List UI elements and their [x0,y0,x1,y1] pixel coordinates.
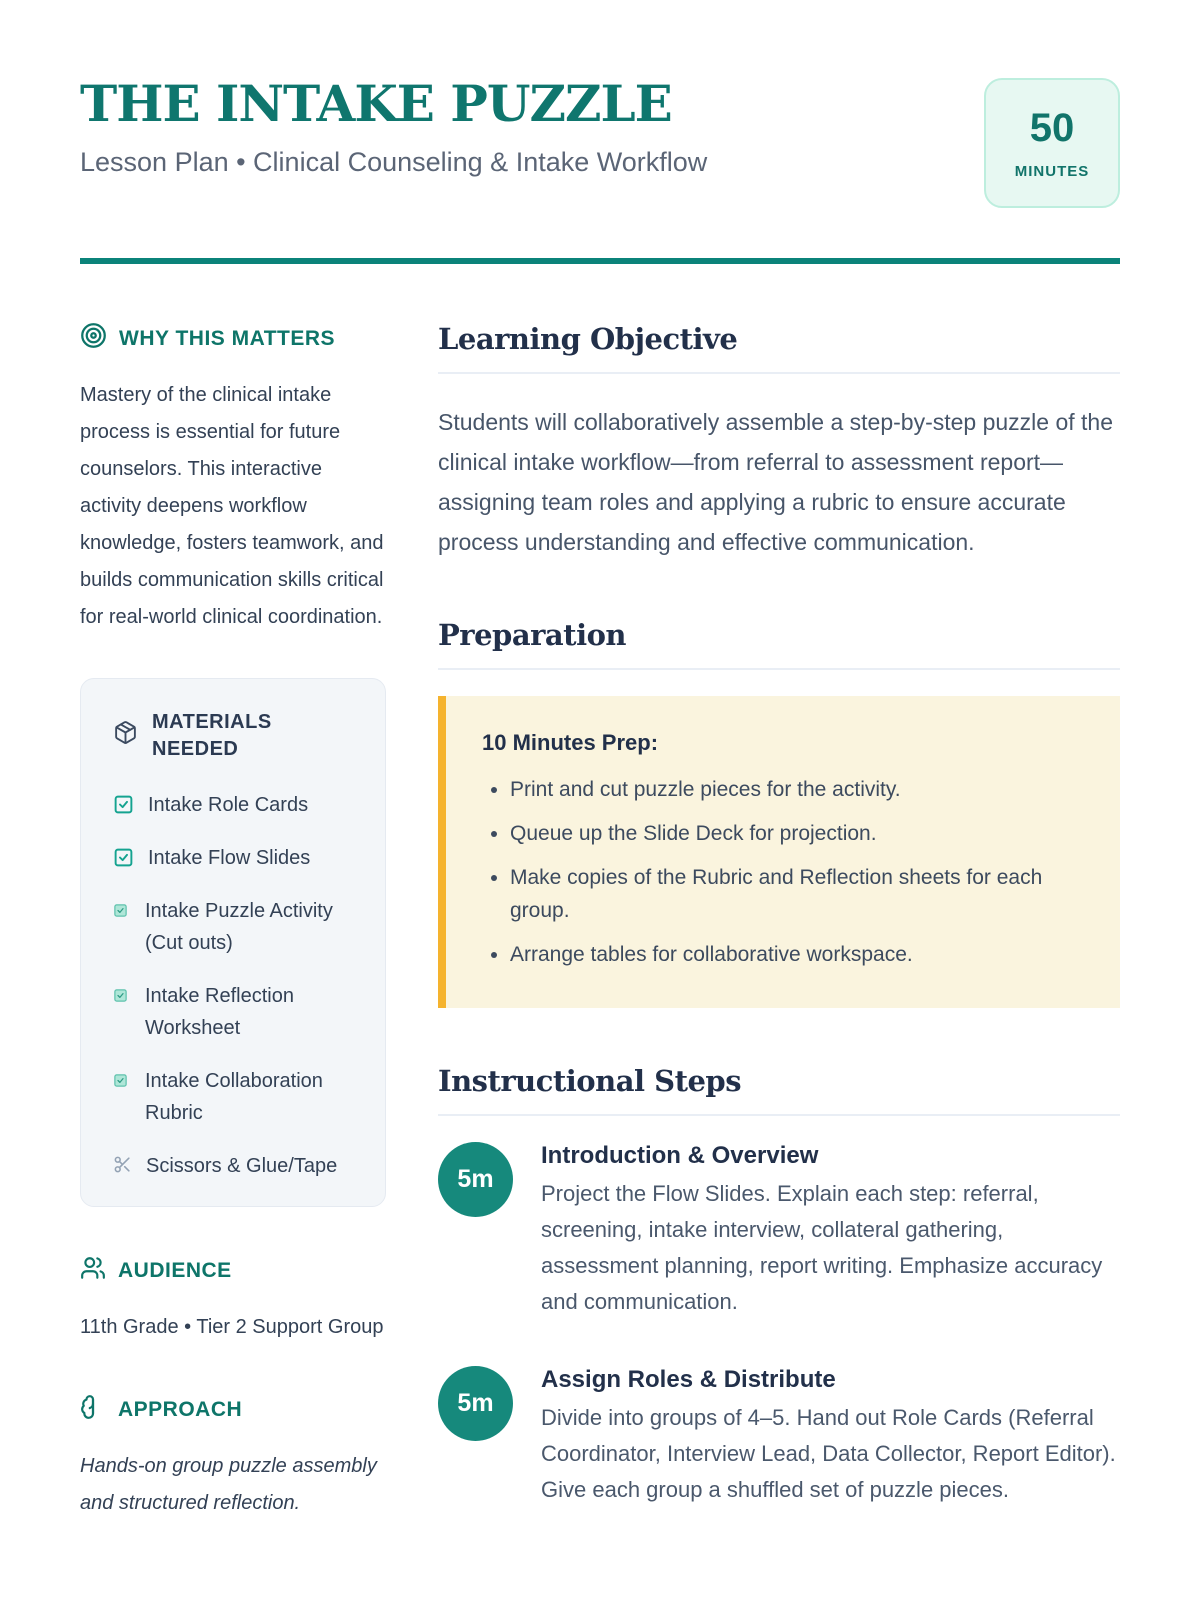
steps-list [438,1142,1120,1509]
learning-objective-heading: Learning Objective [438,322,1120,374]
why-this-matters-section [80,322,386,636]
materials-item [113,980,361,1044]
prep-callout-title: 10 Minutes Prep: [482,730,659,756]
learning-objective-section [438,322,1120,562]
users-icon [80,1255,106,1287]
checkbox-small-icon [113,1070,131,1088]
step-item [438,1142,1120,1320]
materials-item-label: Intake Role Cards [148,794,309,816]
audience-body: 11th Grade • Tier 2 Support Group [80,1316,384,1338]
approach-heading [80,1394,386,1426]
step-item [438,1366,1120,1508]
prep-callout [438,696,1120,1008]
materials-item [113,895,361,959]
duration-value: 50 [1029,106,1075,150]
materials-item [113,842,361,874]
materials-heading [105,709,361,763]
prep-bullet-list [482,774,1084,972]
step-description: Divide into groups of 4–5. Hand out Role Cards (Referral Coordinator, Interview Lead, Data Collector, Report Editor). Give each group a shuffled set of puzzle pieces. [541,1405,1116,1503]
audience-label: AUDIENCE [118,1259,232,1282]
step-duration-badge: 5m [438,1142,513,1217]
prep-bullet: • Queue up the Slide Deck for projection. [510,818,1084,851]
materials-item [113,1150,361,1182]
preparation-section [438,618,1120,1008]
target-icon [80,322,107,355]
approach-body: Hands-on group puzzle assembly and structured reflection. [80,1455,377,1514]
checkbox-icon [113,847,134,868]
step-duration-badge: 5m [438,1366,513,1441]
instructional-steps-heading: Instructional Steps [438,1064,1120,1116]
materials-card [80,678,386,1207]
materials-item-label: Intake Flow Slides [148,847,311,869]
why-this-matters-heading [80,322,386,355]
materials-heading-label: MATERIALS NEEDED [152,711,272,760]
brain-icon [80,1394,106,1426]
header-divider [80,258,1120,264]
prep-bullet: • Arrange tables for collaborative workspace. [510,939,1084,972]
package-icon [113,720,138,753]
materials-item-label: Scissors & Glue/Tape [146,1155,338,1177]
audience-section [80,1255,386,1346]
duration-badge [984,78,1120,208]
duration-unit: MINUTES [1014,163,1090,180]
prep-bullet: • Print and cut puzzle pieces for the activity. [510,774,1084,807]
materials-item-label: Intake Reflection Worksheet [145,985,294,1039]
why-this-matters-body: Mastery of the clinical intake process is essential for future counselors. This interactive activity deepens workflow knowledge, fosters teamwork, and builds communication skills critical for real-world clinical coordination. [80,384,384,628]
page-subtitle: Lesson Plan • Clinical Counseling & Intake Workflow [80,146,708,177]
materials-item [113,789,361,821]
step-content [541,1366,1120,1508]
checkbox-small-icon [113,985,131,1003]
header-text [80,74,708,178]
preparation-heading: Preparation [438,618,1120,670]
checkbox-icon [113,794,134,815]
step-description: Project the Flow Slides. Explain each step: referral, screening, intake interview, collateral gathering, assessment planning, report writing. Emphasize accuracy and communication. [541,1180,1103,1315]
why-this-matters-label: WHY THIS MATTERS [119,326,336,350]
step-title: Introduction & Overview [541,1141,819,1169]
step-content [541,1142,1120,1320]
materials-item [113,1065,361,1129]
scissors-icon [113,1155,132,1174]
header [80,74,1120,208]
learning-objective-body: Students will collaboratively assemble a step-by-step puzzle of the clinical intake workflow—from referral to assessment report—assigning team roles and applying a rubric to ensure accurate process understanding and effective communication. [438,409,1114,556]
checkbox-small-icon [113,900,131,918]
materials-item-label: Intake Puzzle Activity (Cut outs) [145,900,333,954]
sidebar [80,322,386,1522]
instructional-steps-section [438,1064,1120,1509]
main-content [438,322,1120,1522]
audience-heading [80,1255,386,1287]
page-title: THE INTAKE PUZZLE [80,74,672,133]
content-columns [80,322,1120,1522]
approach-section [80,1394,386,1522]
step-title: Assign Roles & Distribute [541,1366,836,1394]
materials-item-label: Intake Collaboration Rubric [145,1070,323,1124]
prep-bullet: • Make copies of the Rubric and Reflection sheets for each group. [510,862,1084,928]
approach-label: APPROACH [118,1398,243,1421]
materials-list [105,789,361,1182]
